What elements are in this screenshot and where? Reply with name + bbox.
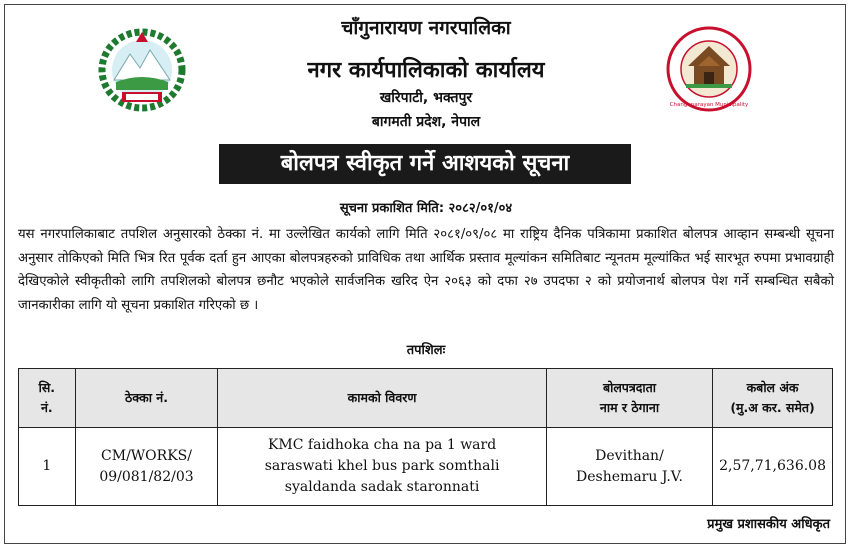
cell-work-line1: KMC faidhoka cha na pa 1 ward bbox=[267, 437, 497, 453]
cell-sn: 1 bbox=[19, 428, 76, 506]
header-bidder-line2: नाम र ठेगाना bbox=[599, 400, 660, 415]
header-sn-line2: नं. bbox=[40, 400, 53, 415]
signature-title: प्रमुख प्रशासकीय अधिकृत bbox=[707, 517, 830, 532]
cell-contract-no bbox=[75, 428, 218, 506]
office-name: नगर कार्यपालिकाको कार्यालय bbox=[307, 58, 545, 83]
table-row bbox=[19, 428, 833, 506]
cell-contract-no-line1: CM/WORKS/ bbox=[101, 447, 192, 464]
cell-work bbox=[218, 428, 547, 506]
header-amount-line1: कबोल अंक bbox=[746, 380, 799, 395]
header-work: कामको विवरण bbox=[218, 369, 547, 428]
header-bidder bbox=[546, 369, 712, 428]
header-contract-no: ठेक्का नं. bbox=[75, 369, 218, 428]
header-bidder-line1: बोलपत्रदाता bbox=[602, 380, 657, 395]
header-amount-line2: (मु.अ कर. समेत) bbox=[730, 400, 815, 415]
table-header-row bbox=[19, 369, 833, 428]
seal-text: Changunarayan Municipality bbox=[669, 102, 749, 108]
address-line-2: बागमती प्रदेश, नेपाल bbox=[371, 114, 481, 130]
cell-amount: 2,57,71,636.08 bbox=[713, 428, 833, 506]
notice-body: यस नगरपालिकाबाट तपशिल अनुसारको ठेक्का नं. मा उल्लेखित कार्यको लागि मिति २०८१/०९/०८ मा राष्ट्रिय दैनिक पत्रिकामा प्रकाशित बोलपत्र आव्हान सम्बन्धी सूचना अनुसार तोकिएको मिति भित्र रित पूर्वक दर्ता हुन आएका बोलपत्रहरुको प्राविधिक तथा आर्थिक प्रस्ताव मूल्यांकन समितिबाट न्यूनतम मूल्यांकित भई सारभूत रुपमा प्रभावग्राही देखिएकोले स्वीकृतीको लागि तपशिलको बोलपत्र छनौट भएकोले सार्वजनिक खरिद ऐन २०६३ को दफा २७ उपदफा २ को प्रयोजनार्थ बोलपत्र पेश गर्ने सम्बन्धित सबैको जानकारीका लागि यो सूचना प्रकाशित गरिएको छ । bbox=[18, 227, 834, 313]
cell-work-line3: syaldanda sadak staronnati bbox=[284, 479, 480, 495]
header-amount bbox=[713, 369, 833, 428]
municipality-name: चाँगुनारायण नगरपालिका bbox=[341, 17, 511, 39]
address-line-1: खरिपाटी, भक्तपुर bbox=[379, 90, 473, 106]
bid-table bbox=[18, 368, 833, 506]
cell-bidder bbox=[546, 428, 712, 506]
cell-bidder-line1: Devithan/ bbox=[595, 447, 664, 464]
cell-contract-no-line2: 09/081/82/03 bbox=[99, 468, 194, 485]
cell-bidder-line2: Deshemaru J.V. bbox=[576, 468, 683, 485]
published-date: सूचना प्रकाशित मिति: २०८२/०१/०४ bbox=[339, 201, 513, 216]
notice-title-banner: बोलपत्र स्वीकृत गर्ने आशयको सूचना bbox=[219, 144, 631, 184]
cell-work-line2: saraswati khel bus park somthali bbox=[264, 458, 500, 474]
header-sn bbox=[19, 369, 76, 428]
details-heading: तपशिलः bbox=[406, 343, 446, 358]
header-sn-line1: सि. bbox=[38, 380, 56, 395]
